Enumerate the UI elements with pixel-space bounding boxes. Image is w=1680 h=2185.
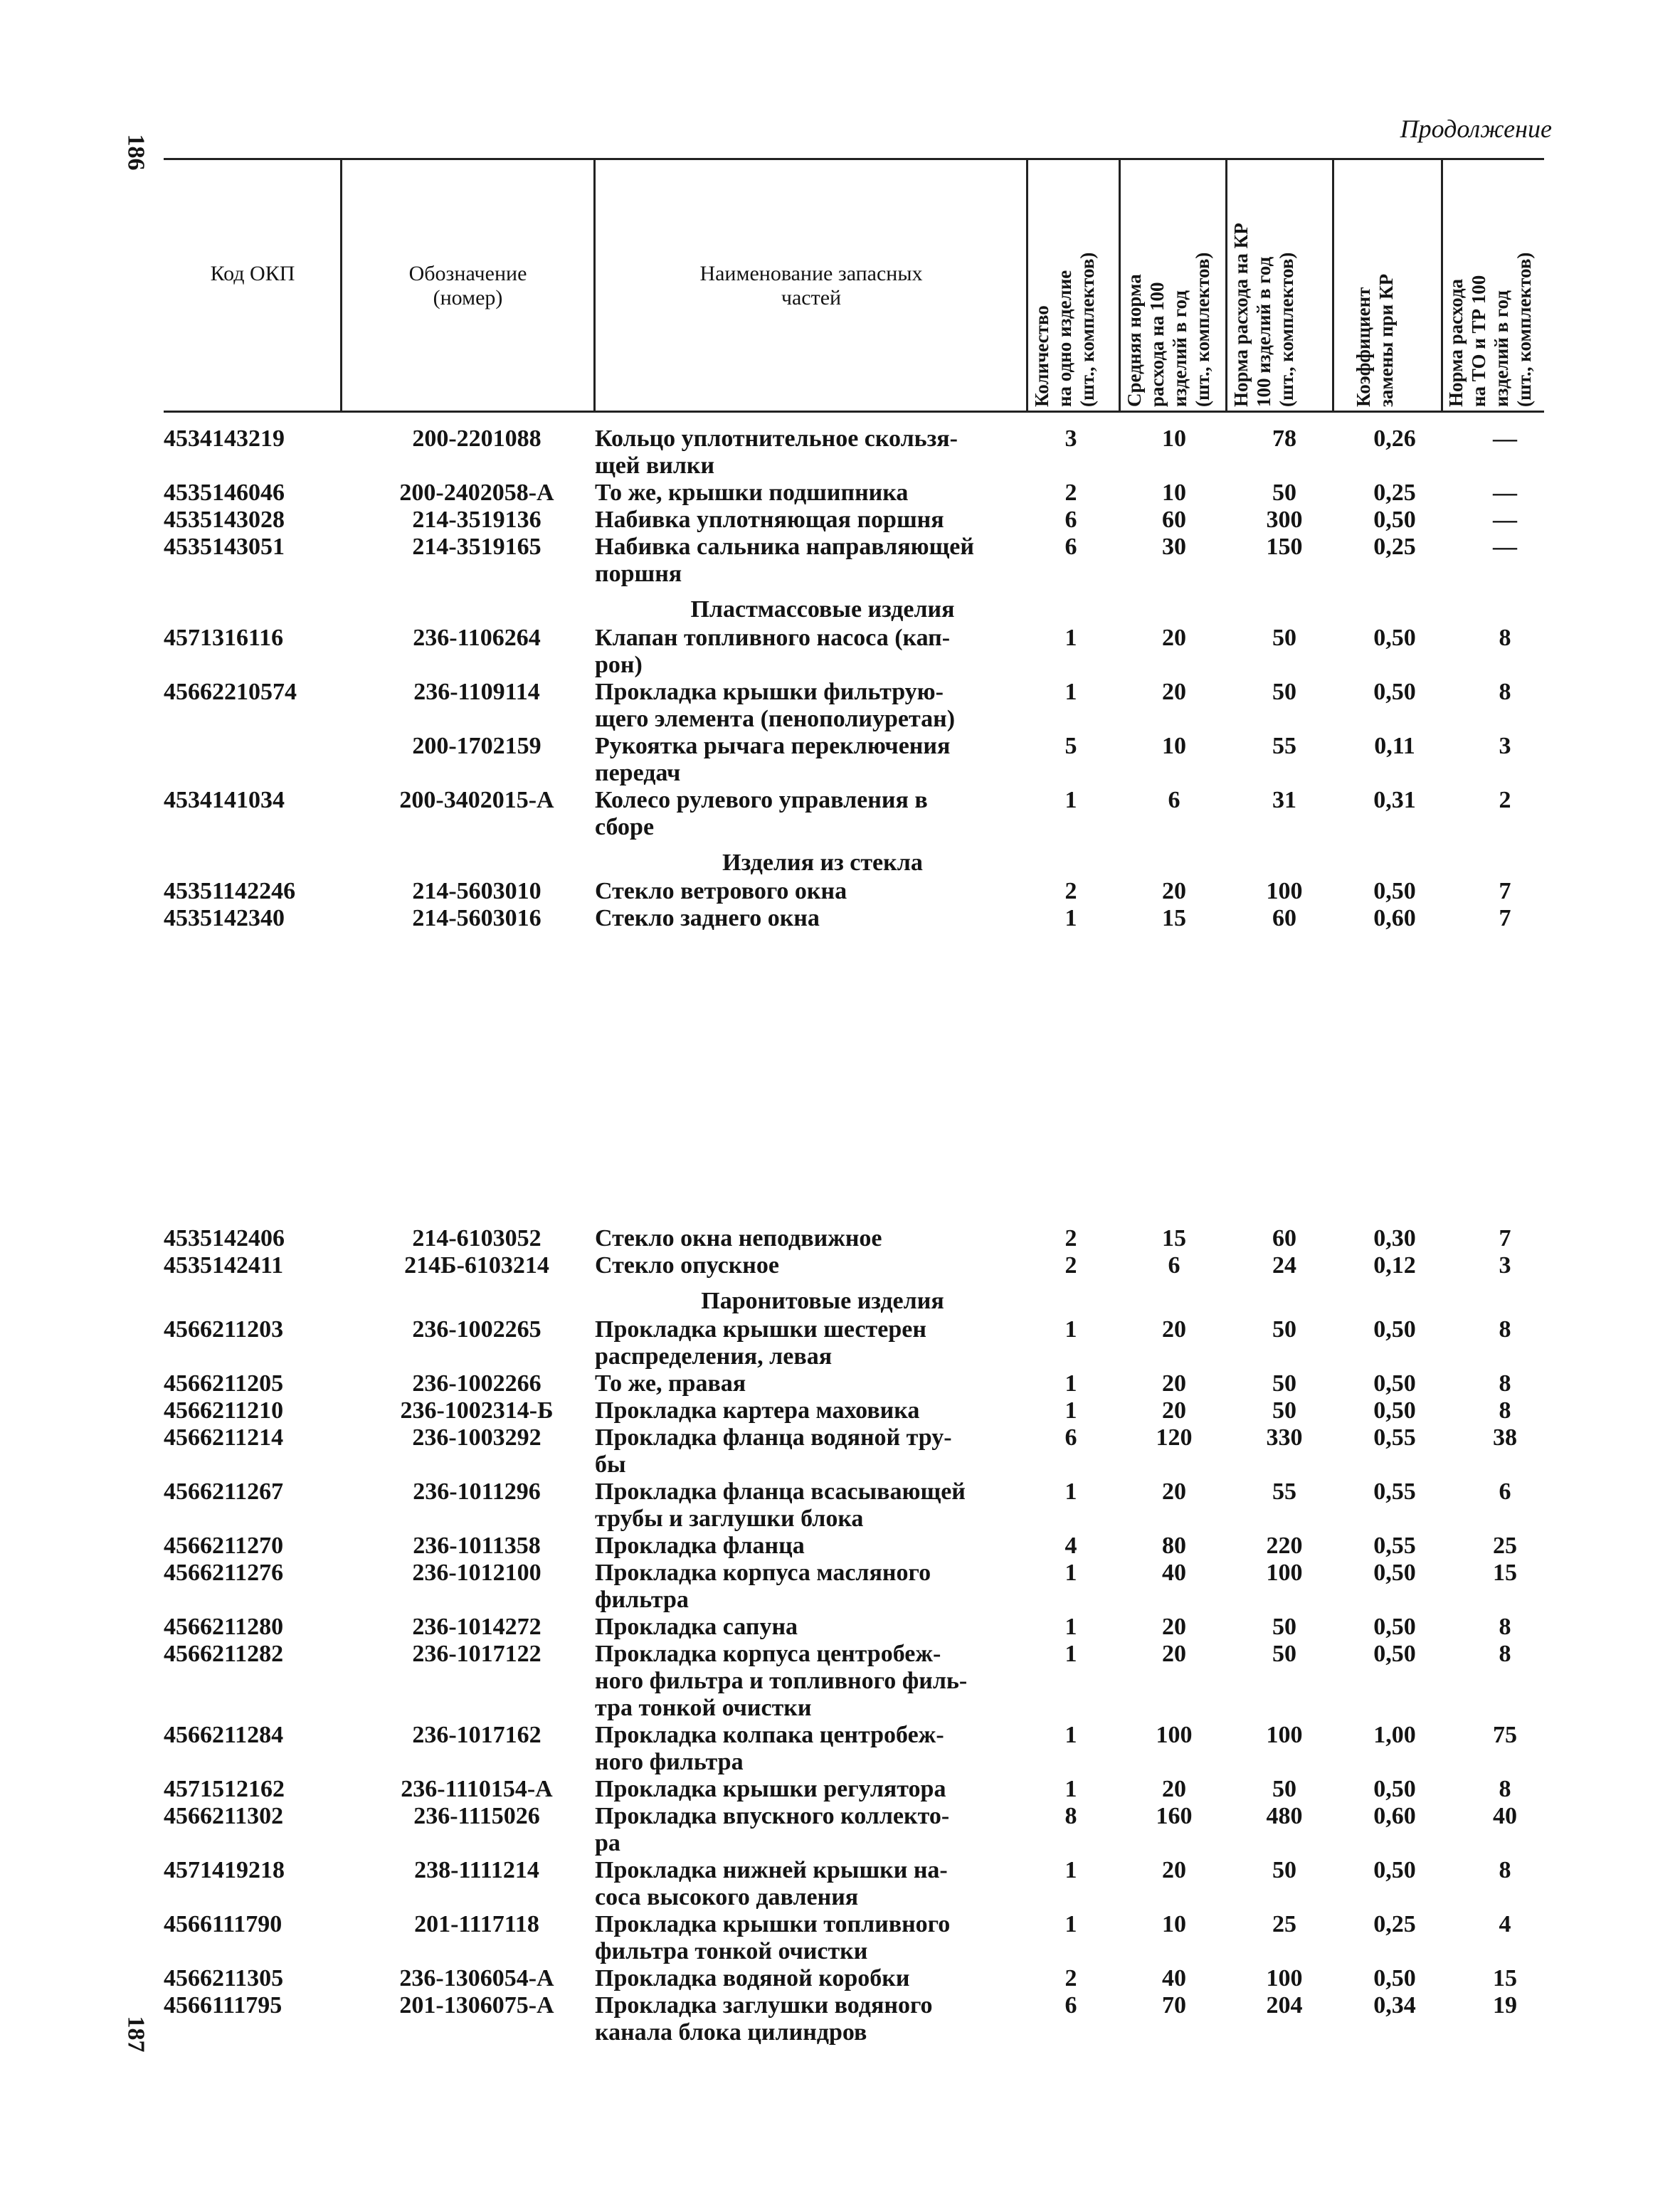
table-row bbox=[0, 905, 1680, 932]
part-number: 236-1012100 bbox=[412, 1560, 541, 1586]
part-name: Прокладка колпака центробеж- ного фильтра bbox=[595, 1722, 944, 1775]
replacement-coef: 0,50 bbox=[1373, 625, 1416, 651]
table-row bbox=[0, 1722, 1680, 1776]
avg-norm: 20 bbox=[1162, 625, 1186, 651]
okp-code: 4566211203 bbox=[164, 1316, 284, 1343]
okp-code: 4571512162 bbox=[164, 1776, 285, 1802]
okp-code: 4566211280 bbox=[164, 1614, 284, 1640]
part-name: Набивка уплотняющая поршня bbox=[595, 507, 944, 533]
part-name: Клапан топливного насоса (кап- рон) bbox=[595, 625, 951, 678]
avg-norm: 70 bbox=[1162, 1992, 1186, 2019]
header-okp: Код ОКП bbox=[210, 262, 295, 285]
part-number: 236-1011358 bbox=[413, 1533, 541, 1559]
qty-per-unit: 1 bbox=[1064, 1614, 1077, 1640]
avg-norm: 10 bbox=[1162, 733, 1186, 759]
qty-per-unit: 1 bbox=[1064, 1560, 1077, 1586]
qty-per-unit: 1 bbox=[1064, 1316, 1077, 1343]
kr-norm: 300 bbox=[1266, 507, 1303, 533]
to-norm: 40 bbox=[1493, 1803, 1517, 1829]
okp-code: 4535142411 bbox=[164, 1252, 284, 1279]
part-number: 236-1017122 bbox=[412, 1641, 541, 1667]
section-heading-glass: Изделия из стекла bbox=[722, 850, 923, 876]
avg-norm: 80 bbox=[1162, 1533, 1186, 1559]
replacement-coef: 0,50 bbox=[1373, 1397, 1416, 1424]
to-norm: 38 bbox=[1493, 1424, 1517, 1451]
to-norm: 8 bbox=[1499, 679, 1511, 705]
replacement-coef: 0,55 bbox=[1373, 1478, 1416, 1505]
qty-per-unit: 1 bbox=[1064, 1722, 1077, 1748]
header-designation-line2: (номер) bbox=[433, 286, 503, 310]
part-number: 236-1003292 bbox=[412, 1424, 541, 1451]
part-number: 201-1306075-А bbox=[399, 1992, 554, 2019]
part-number: 236-1306054-А bbox=[399, 1965, 554, 1991]
avg-norm: 20 bbox=[1162, 878, 1186, 904]
qty-per-unit: 1 bbox=[1064, 1478, 1077, 1505]
table-row bbox=[0, 733, 1680, 787]
avg-norm: 120 bbox=[1156, 1424, 1193, 1451]
kr-norm: 55 bbox=[1272, 1478, 1296, 1505]
avg-norm: 20 bbox=[1162, 1776, 1186, 1802]
replacement-coef: 0,50 bbox=[1373, 1316, 1416, 1343]
kr-norm: 480 bbox=[1266, 1803, 1303, 1829]
part-number: 214-3519165 bbox=[412, 534, 541, 560]
okp-code: 4535143028 bbox=[164, 507, 285, 533]
to-norm: — bbox=[1493, 425, 1517, 452]
table-row bbox=[0, 1424, 1680, 1478]
part-name: То же, крышки подшипника bbox=[595, 480, 909, 506]
header-name bbox=[598, 262, 1025, 310]
kr-norm: 100 bbox=[1266, 878, 1303, 904]
avg-norm: 10 bbox=[1162, 1911, 1186, 1937]
to-norm: — bbox=[1493, 480, 1517, 506]
avg-norm: 15 bbox=[1162, 905, 1186, 931]
to-norm: 6 bbox=[1499, 1478, 1511, 1505]
avg-norm: 20 bbox=[1162, 1478, 1186, 1505]
replacement-coef: 0,50 bbox=[1373, 1857, 1416, 1883]
kr-norm: 100 bbox=[1266, 1560, 1303, 1586]
table-row bbox=[0, 787, 1680, 841]
part-name: Прокладка сапуна bbox=[595, 1614, 798, 1640]
qty-per-unit: 1 bbox=[1064, 1776, 1077, 1802]
replacement-coef: 0,26 bbox=[1373, 425, 1416, 452]
avg-norm: 20 bbox=[1162, 679, 1186, 705]
to-norm: 8 bbox=[1499, 1641, 1511, 1667]
header-divider bbox=[1119, 158, 1121, 413]
table-row bbox=[0, 1397, 1680, 1424]
to-norm: — bbox=[1493, 534, 1517, 560]
to-norm: 4 bbox=[1499, 1911, 1511, 1937]
qty-per-unit: 1 bbox=[1064, 787, 1077, 813]
qty-per-unit: 1 bbox=[1064, 679, 1077, 705]
okp-code: 4571419218 bbox=[164, 1857, 285, 1883]
header-divider bbox=[340, 158, 342, 413]
avg-norm: 6 bbox=[1168, 1252, 1180, 1279]
replacement-coef: 0,12 bbox=[1373, 1252, 1416, 1279]
table-row bbox=[0, 1803, 1680, 1857]
header-kr-norm: Норма расхода на КР 100 изделий в год (шт., комплектов) bbox=[1230, 223, 1297, 407]
section-heading-paronite: Паронитовые изделия bbox=[701, 1288, 944, 1314]
kr-norm: 50 bbox=[1272, 1776, 1296, 1802]
replacement-coef: 0,30 bbox=[1373, 1225, 1416, 1252]
okp-code: 4535142340 bbox=[164, 905, 285, 931]
okp-code: 4534141034 bbox=[164, 787, 285, 813]
to-norm: — bbox=[1493, 507, 1517, 533]
to-norm: 8 bbox=[1499, 1614, 1511, 1640]
avg-norm: 30 bbox=[1162, 534, 1186, 560]
header-divider bbox=[1225, 158, 1227, 413]
to-norm: 8 bbox=[1499, 1397, 1511, 1424]
replacement-coef: 0,50 bbox=[1373, 1614, 1416, 1640]
part-name: Прокладка водяной коробки bbox=[595, 1965, 910, 1991]
page-number-top: 186 bbox=[122, 134, 149, 171]
header-designation-line1: Обозначение bbox=[408, 262, 527, 285]
table-row bbox=[0, 1560, 1680, 1614]
header-divider bbox=[1332, 158, 1334, 413]
header-divider bbox=[1026, 158, 1028, 413]
okp-code: 4534143219 bbox=[164, 425, 285, 452]
part-number: 200-3402015-А bbox=[399, 787, 554, 813]
header-to-norm: Норма расхода на ТО и ТР 100 изделий в год (шт., комплектов) bbox=[1445, 252, 1535, 407]
to-norm: 2 bbox=[1499, 787, 1511, 813]
kr-norm: 25 bbox=[1272, 1911, 1296, 1937]
kr-norm: 50 bbox=[1272, 679, 1296, 705]
header-coef: Коэффициент замены при КР bbox=[1353, 273, 1397, 407]
kr-norm: 24 bbox=[1272, 1252, 1296, 1279]
kr-norm: 204 bbox=[1266, 1992, 1303, 2019]
table-row bbox=[0, 1911, 1680, 1965]
to-norm: 8 bbox=[1499, 1776, 1511, 1802]
part-name: Прокладка картера маховика bbox=[595, 1397, 920, 1424]
qty-per-unit: 6 bbox=[1064, 534, 1077, 560]
okp-code: 4566211302 bbox=[164, 1803, 284, 1829]
table-row bbox=[0, 480, 1680, 507]
rows-block3 bbox=[0, 878, 1680, 932]
okp-code: 4566111795 bbox=[164, 1992, 282, 2019]
part-number: 236-1109114 bbox=[413, 679, 540, 705]
replacement-coef: 0,25 bbox=[1373, 1911, 1416, 1937]
replacement-coef: 0,55 bbox=[1373, 1533, 1416, 1559]
part-number: 201-1117118 bbox=[414, 1911, 539, 1937]
okp-code: 4566111790 bbox=[164, 1911, 282, 1937]
part-name: Прокладка впускного коллекто- ра bbox=[595, 1803, 950, 1856]
table-lower bbox=[0, 1225, 1680, 2046]
part-name: Прокладка фланца водяной тру- бы bbox=[595, 1424, 952, 1478]
header-designation bbox=[345, 262, 591, 310]
avg-norm: 160 bbox=[1156, 1803, 1193, 1829]
to-norm: 3 bbox=[1499, 733, 1511, 759]
part-number: 236-1002314-Б bbox=[400, 1397, 554, 1424]
part-number: 214-5603010 bbox=[412, 878, 541, 904]
table-row bbox=[0, 1225, 1680, 1252]
okp-code: 4566211282 bbox=[164, 1641, 284, 1667]
avg-norm: 15 bbox=[1162, 1225, 1186, 1252]
part-name: Прокладка крышки топливного фильтра тонкой очистки bbox=[595, 1911, 951, 1964]
table-row bbox=[0, 534, 1680, 588]
part-name: Прокладка крышки шестерен распределения, левая bbox=[595, 1316, 926, 1370]
to-norm: 15 bbox=[1493, 1560, 1517, 1586]
kr-norm: 50 bbox=[1272, 1370, 1296, 1397]
qty-per-unit: 1 bbox=[1064, 905, 1077, 931]
kr-norm: 60 bbox=[1272, 905, 1296, 931]
part-name: Прокладка фланца всасывающей трубы и заглушки блока bbox=[595, 1478, 966, 1532]
qty-per-unit: 1 bbox=[1064, 1641, 1077, 1667]
table-row bbox=[0, 1965, 1680, 1992]
header-avg-norm: Средняя норма расхода на 100 изделий в год (шт., комплектов) bbox=[1124, 252, 1213, 407]
to-norm: 75 bbox=[1493, 1722, 1517, 1748]
qty-per-unit: 2 bbox=[1064, 1252, 1077, 1279]
qty-per-unit: 5 bbox=[1064, 733, 1077, 759]
kr-norm: 50 bbox=[1272, 480, 1296, 506]
replacement-coef: 0,50 bbox=[1373, 1776, 1416, 1802]
part-name: Прокладка крышки фильтрую- щего элемента (пенополиуретан) bbox=[595, 679, 956, 732]
part-number: 236-1002266 bbox=[412, 1370, 541, 1397]
qty-per-unit: 6 bbox=[1064, 1424, 1077, 1451]
part-number: 200-2201088 bbox=[412, 425, 541, 452]
avg-norm: 20 bbox=[1162, 1316, 1186, 1343]
part-name: Прокладка заглушки водяного канала блока цилиндров bbox=[595, 1992, 933, 2046]
avg-norm: 10 bbox=[1162, 480, 1186, 506]
kr-norm: 50 bbox=[1272, 1857, 1296, 1883]
to-norm: 19 bbox=[1493, 1992, 1517, 2019]
part-name: Рукоятка рычага переключения передач bbox=[595, 733, 951, 786]
part-number: 200-1702159 bbox=[412, 733, 541, 759]
to-norm: 7 bbox=[1499, 905, 1511, 931]
avg-norm: 100 bbox=[1156, 1722, 1193, 1748]
qty-per-unit: 1 bbox=[1064, 1397, 1077, 1424]
table-row bbox=[0, 1370, 1680, 1397]
table-row bbox=[0, 1252, 1680, 1279]
table-row bbox=[0, 1857, 1680, 1911]
okp-code: 4566211205 bbox=[164, 1370, 284, 1397]
qty-per-unit: 8 bbox=[1064, 1803, 1077, 1829]
kr-norm: 50 bbox=[1272, 625, 1296, 651]
avg-norm: 6 bbox=[1168, 787, 1180, 813]
table-row bbox=[0, 878, 1680, 905]
okp-code: 4566211214 bbox=[164, 1424, 284, 1451]
table-row bbox=[0, 507, 1680, 534]
to-norm: 7 bbox=[1499, 1225, 1511, 1252]
part-name: Прокладка нижней крышки на- соса высокого давления bbox=[595, 1857, 948, 1910]
kr-norm: 55 bbox=[1272, 733, 1296, 759]
table-row bbox=[0, 1992, 1680, 2046]
part-name: Прокладка корпуса масляного фильтра bbox=[595, 1560, 931, 1613]
qty-per-unit: 6 bbox=[1064, 507, 1077, 533]
replacement-coef: 0,25 bbox=[1373, 480, 1416, 506]
part-number: 236-1014272 bbox=[412, 1614, 541, 1640]
qty-per-unit: 2 bbox=[1064, 1225, 1077, 1252]
okp-code: 4566211276 bbox=[164, 1560, 284, 1586]
header-divider bbox=[593, 158, 596, 413]
replacement-coef: 0,50 bbox=[1373, 679, 1416, 705]
replacement-coef: 0,55 bbox=[1373, 1424, 1416, 1451]
to-norm: 15 bbox=[1493, 1965, 1517, 1991]
part-number: 236-1115026 bbox=[413, 1803, 540, 1829]
part-name: Прокладка крышки регулятора bbox=[595, 1776, 946, 1802]
avg-norm: 20 bbox=[1162, 1397, 1186, 1424]
kr-norm: 78 bbox=[1272, 425, 1296, 452]
part-name: То же, правая bbox=[595, 1370, 746, 1397]
kr-norm: 50 bbox=[1272, 1397, 1296, 1424]
qty-per-unit: 1 bbox=[1064, 625, 1077, 651]
header-name-line1: Наименование запасных bbox=[699, 262, 923, 285]
part-number: 236-1110154-А bbox=[401, 1776, 553, 1802]
header-name-line2: частей bbox=[781, 286, 842, 310]
qty-per-unit: 4 bbox=[1064, 1533, 1077, 1559]
table-row bbox=[0, 425, 1680, 480]
avg-norm: 20 bbox=[1162, 1857, 1186, 1883]
replacement-coef: 0,50 bbox=[1373, 1560, 1416, 1586]
to-norm: 25 bbox=[1493, 1533, 1517, 1559]
kr-norm: 50 bbox=[1272, 1614, 1296, 1640]
avg-norm: 20 bbox=[1162, 1614, 1186, 1640]
part-name: Стекло опускное bbox=[595, 1252, 779, 1279]
okp-code: 45662210574 bbox=[164, 679, 297, 705]
okp-code: 4566211210 bbox=[164, 1397, 284, 1424]
part-number: 214-3519136 bbox=[412, 507, 541, 533]
header-qty: Количество на одно изделие (шт., комплектов) bbox=[1031, 252, 1098, 407]
header-top-rule bbox=[164, 158, 1544, 160]
part-number: 214Б-6103214 bbox=[404, 1252, 549, 1279]
avg-norm: 40 bbox=[1162, 1560, 1186, 1586]
part-name: Стекло окна неподвижное bbox=[595, 1225, 882, 1252]
part-name: Прокладка корпуса центробеж- ного фильтра и топливного филь- тра тонкой очистки bbox=[595, 1641, 968, 1721]
table-row bbox=[0, 1641, 1680, 1722]
replacement-coef: 1,00 bbox=[1373, 1722, 1416, 1748]
part-name: Прокладка фланца bbox=[595, 1533, 805, 1559]
avg-norm: 40 bbox=[1162, 1965, 1186, 1991]
replacement-coef: 0,50 bbox=[1373, 1965, 1416, 1991]
qty-per-unit: 1 bbox=[1064, 1857, 1077, 1883]
part-number: 200-2402058-А bbox=[399, 480, 554, 506]
page-number-bottom: 187 bbox=[122, 2016, 149, 2053]
kr-norm: 31 bbox=[1272, 787, 1296, 813]
to-norm: 8 bbox=[1499, 1857, 1511, 1883]
part-number: 214-5603016 bbox=[412, 905, 541, 931]
section-heading-plastic: Пластмассовые изделия bbox=[690, 596, 955, 623]
replacement-coef: 0,50 bbox=[1373, 1370, 1416, 1397]
qty-per-unit: 2 bbox=[1064, 480, 1077, 506]
table-row bbox=[0, 679, 1680, 733]
to-norm: 7 bbox=[1499, 878, 1511, 904]
part-name: Стекло ветрового окна bbox=[595, 878, 847, 904]
okp-code: 45351142246 bbox=[164, 878, 296, 904]
kr-norm: 220 bbox=[1266, 1533, 1303, 1559]
table-row bbox=[0, 1614, 1680, 1641]
okp-code: 4566211267 bbox=[164, 1478, 284, 1505]
okp-code: 4566211305 bbox=[164, 1965, 284, 1991]
qty-per-unit: 2 bbox=[1064, 1965, 1077, 1991]
replacement-coef: 0,60 bbox=[1373, 1803, 1416, 1829]
okp-code: 4535142406 bbox=[164, 1225, 285, 1252]
continued-label: Продолжение bbox=[1400, 115, 1552, 143]
to-norm: 8 bbox=[1499, 625, 1511, 651]
okp-code: 4566211284 bbox=[164, 1722, 284, 1748]
kr-norm: 150 bbox=[1266, 534, 1303, 560]
kr-norm: 50 bbox=[1272, 1316, 1296, 1343]
kr-norm: 330 bbox=[1266, 1424, 1303, 1451]
qty-per-unit: 3 bbox=[1064, 425, 1077, 452]
table-row bbox=[0, 625, 1680, 679]
qty-per-unit: 6 bbox=[1064, 1992, 1077, 2019]
replacement-coef: 0,11 bbox=[1374, 733, 1415, 759]
table-row bbox=[0, 1533, 1680, 1560]
table-row bbox=[0, 1478, 1680, 1533]
okp-code: 4571316116 bbox=[164, 625, 284, 651]
part-name: Кольцо уплотнительное скользя- щей вилки bbox=[595, 425, 958, 479]
replacement-coef: 0,50 bbox=[1373, 507, 1416, 533]
rows-block2 bbox=[0, 625, 1680, 841]
replacement-coef: 0,50 bbox=[1373, 878, 1416, 904]
kr-norm: 60 bbox=[1272, 1225, 1296, 1252]
rows-block4 bbox=[0, 1225, 1680, 1279]
replacement-coef: 0,34 bbox=[1373, 1992, 1416, 2019]
table-upper bbox=[0, 425, 1680, 932]
avg-norm: 60 bbox=[1162, 507, 1186, 533]
part-number: 236-1011296 bbox=[413, 1478, 541, 1505]
part-number: 214-6103052 bbox=[412, 1225, 541, 1252]
table-row bbox=[0, 1776, 1680, 1803]
avg-norm: 10 bbox=[1162, 425, 1186, 452]
okp-code: 4566211270 bbox=[164, 1533, 284, 1559]
qty-per-unit: 1 bbox=[1064, 1370, 1077, 1397]
table-row bbox=[0, 1316, 1680, 1370]
to-norm: 8 bbox=[1499, 1370, 1511, 1397]
replacement-coef: 0,60 bbox=[1373, 905, 1416, 931]
part-name: Стекло заднего окна bbox=[595, 905, 820, 931]
part-number: 236-1002265 bbox=[412, 1316, 541, 1343]
okp-code: 4535146046 bbox=[164, 480, 285, 506]
part-number: 238-1111214 bbox=[414, 1857, 539, 1883]
replacement-coef: 0,25 bbox=[1373, 534, 1416, 560]
rows-block1 bbox=[0, 425, 1680, 588]
part-name: Колесо рулевого управления в сборе bbox=[595, 787, 928, 840]
part-name: Набивка сальника направляющей поршня bbox=[595, 534, 974, 587]
to-norm: 3 bbox=[1499, 1252, 1511, 1279]
header-bottom-rule bbox=[164, 411, 1544, 413]
to-norm: 8 bbox=[1499, 1316, 1511, 1343]
kr-norm: 100 bbox=[1266, 1965, 1303, 1991]
rows-block5 bbox=[0, 1316, 1680, 2046]
replacement-coef: 0,50 bbox=[1373, 1641, 1416, 1667]
replacement-coef: 0,31 bbox=[1373, 787, 1416, 813]
part-number: 236-1017162 bbox=[412, 1722, 541, 1748]
header-divider bbox=[1441, 158, 1443, 413]
kr-norm: 100 bbox=[1266, 1722, 1303, 1748]
kr-norm: 50 bbox=[1272, 1641, 1296, 1667]
avg-norm: 20 bbox=[1162, 1641, 1186, 1667]
part-number: 236-1106264 bbox=[413, 625, 541, 651]
qty-per-unit: 2 bbox=[1064, 878, 1077, 904]
avg-norm: 20 bbox=[1162, 1370, 1186, 1397]
okp-code: 4535143051 bbox=[164, 534, 285, 560]
qty-per-unit: 1 bbox=[1064, 1911, 1077, 1937]
